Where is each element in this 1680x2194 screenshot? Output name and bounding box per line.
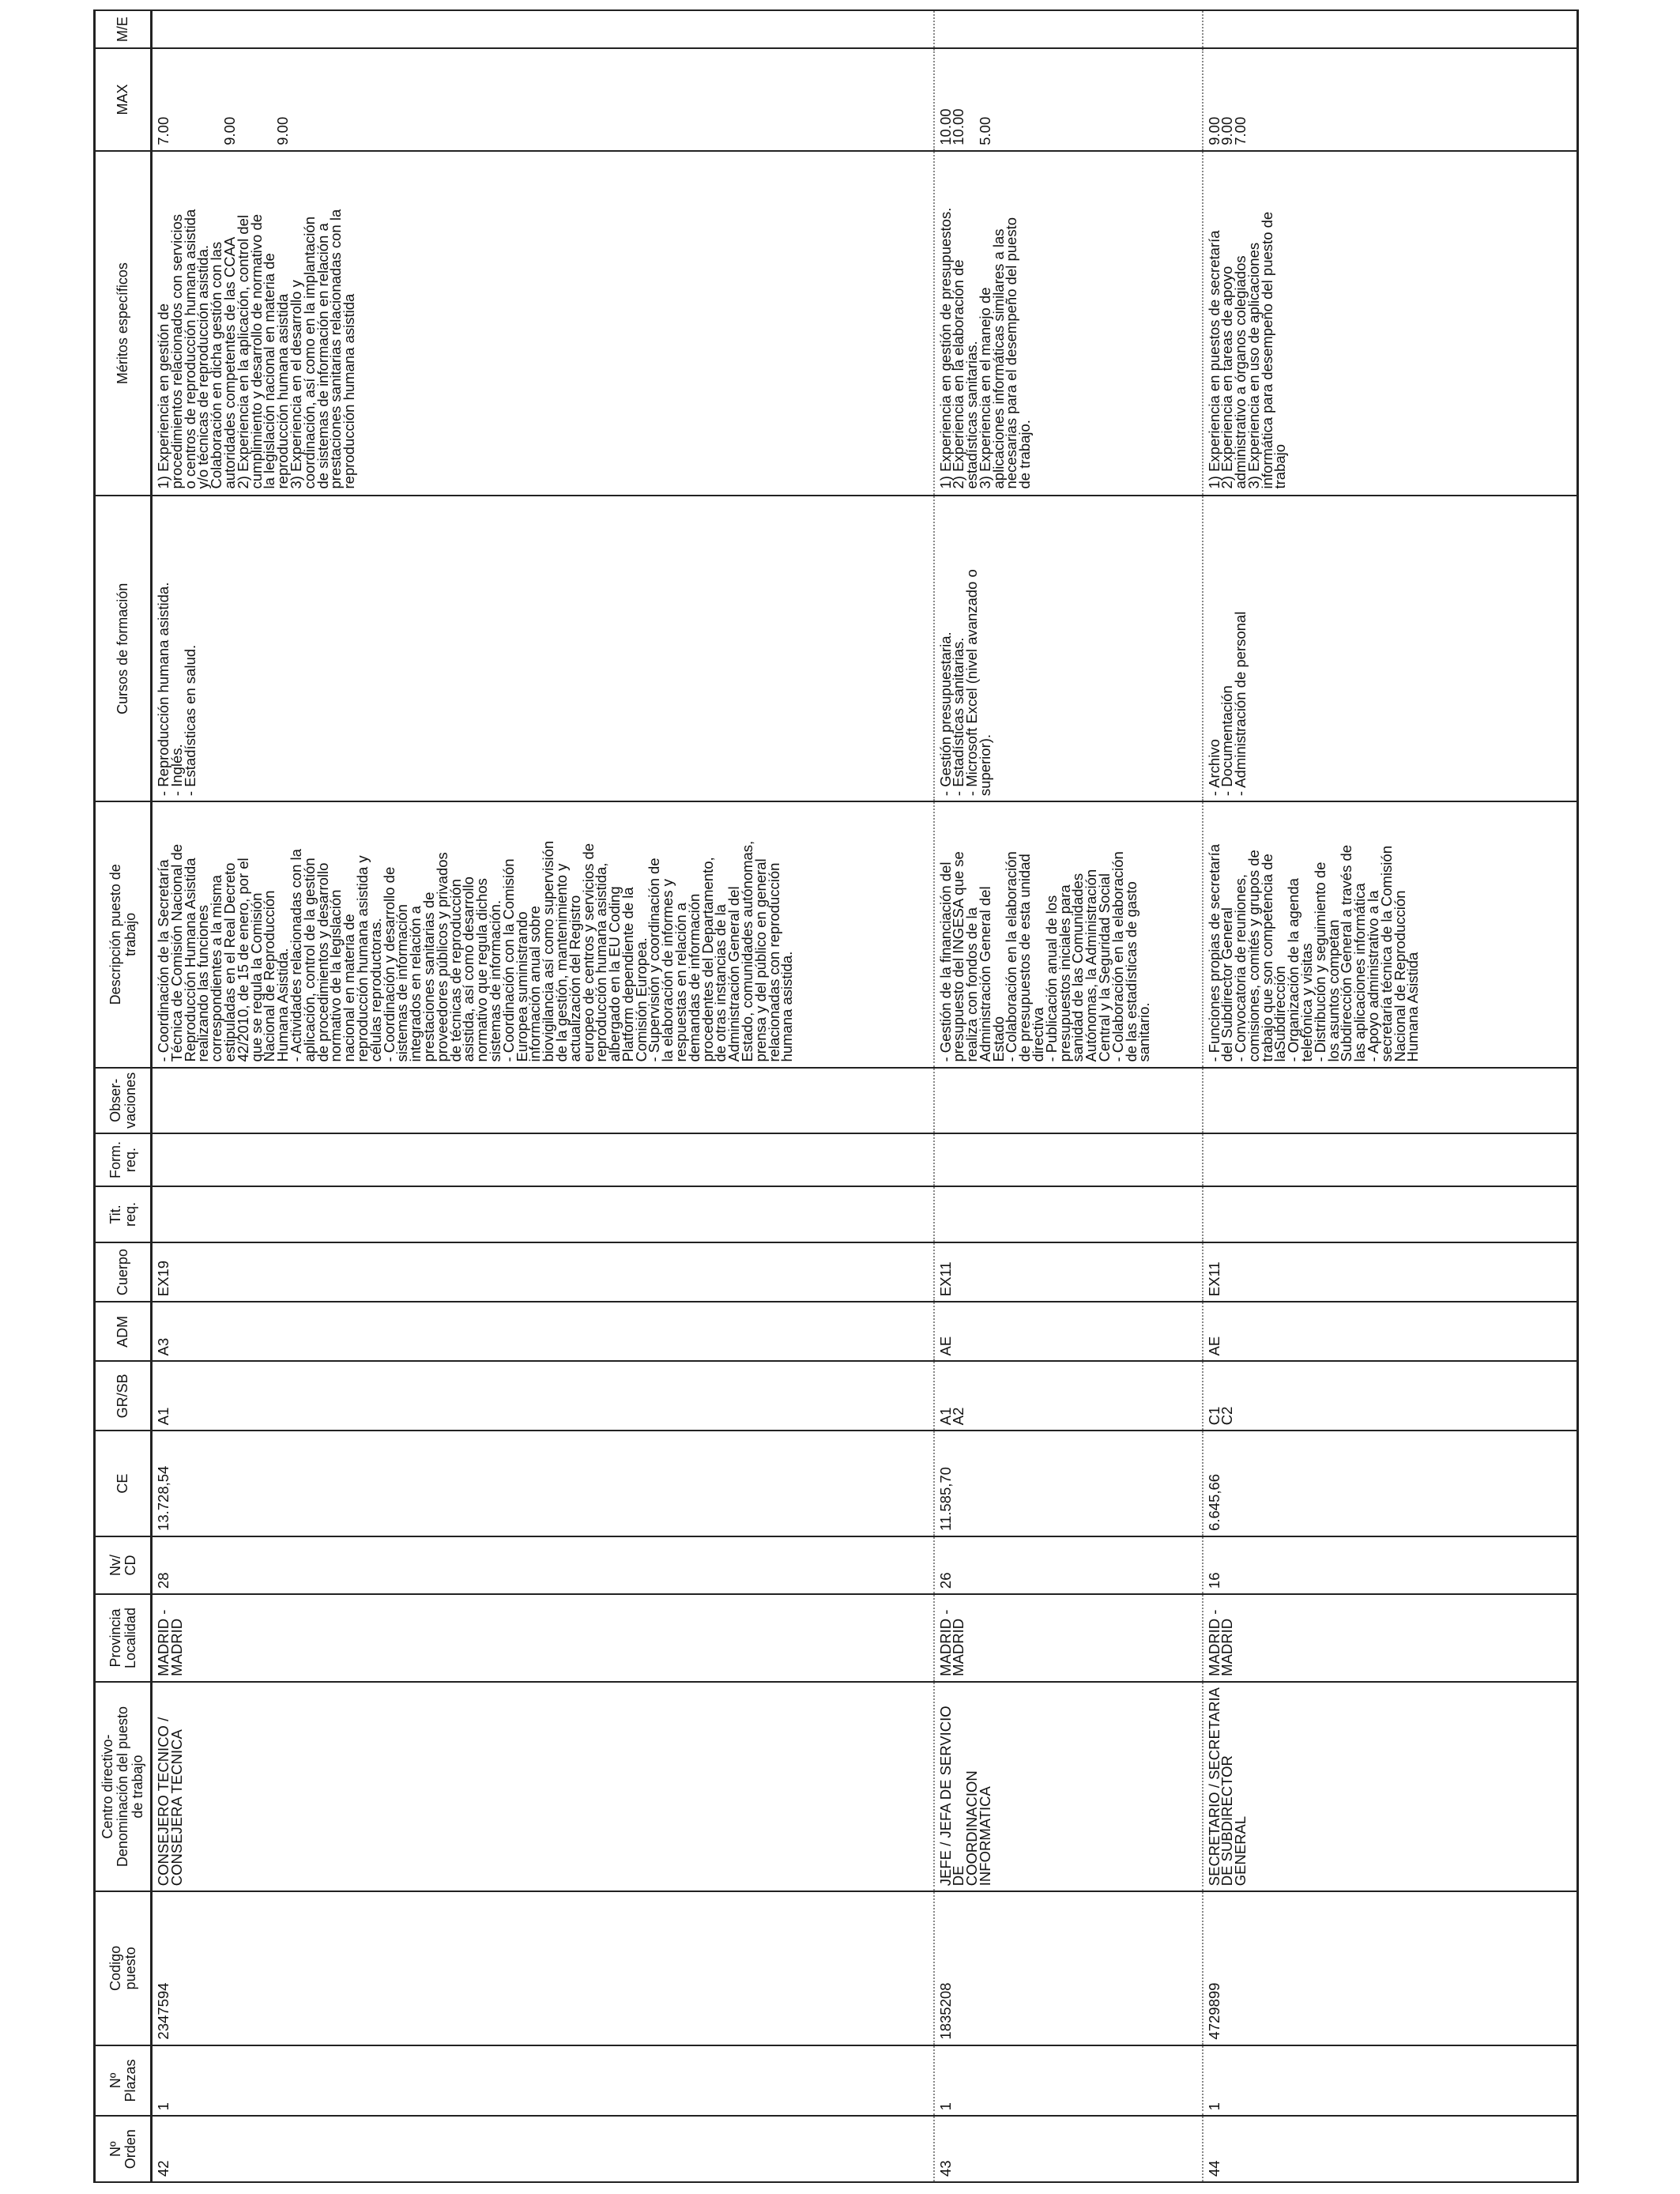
header-plazas: Nº Plazas <box>95 2045 152 2117</box>
cell-descripcion: - Coordinación de la Secretaría Técnica de Comisión Nacional de Reproducción Humana Asistida realizando las funciones correspondientes a la misma estipuladas en el Real Decreto 42/2010, de 15 de enero, por el que se regula la Comisión Nacional de Reproducción Humana Asistida. - Actividades relacionadas con la aplicación, control de la gestión de procedimientos y desarrollo normativo de la legislación nacional en materia de reproducción humana asistida y células reproductoras. - Coordinación y desarrollo de sistemas de información integrados en relación a prestaciones sanitarias de proveedores públicos y privados de técnicas de reproducción asistida, así como desarrollo normativo que regula dichos sistemas de información. - Coordinación con la Comisión Europea suministrando información anual sobre biovigilancia así como supervisión de la gestión, mantenimiento y actualización del Registro europeo de centros y servicios de reproducción humana asistida, albergado en la EU Coding Platform dependiente de la Comisión Europea. - Supervisión y coordinación de la elaboración de informes y respuestas en relación a demandas de información procedentes del Departamento, de otras instancias de la Administración General del Estado, comunidades autónomas, prensa y del público en general relacionadas con reproducción humana asistida. <box>152 801 934 1067</box>
header-observaciones: Obser- vaciones <box>95 1068 152 1134</box>
cell-cursos: - Reproducción humana asistida. - Inglés. - Estadísticas en salud. <box>152 496 934 802</box>
cell-centro: JEFE / JEFA DE SERVICIO DE COORDINACION INFORMATICA <box>934 1682 1203 1891</box>
table-row <box>934 10 1203 2182</box>
cell-orden: 42 <box>152 2116 934 2182</box>
cell-cursos: - Gestión presupuestaria. - Estadísticas sanitarias. - Microsoft Excel (nivel avanzado o superior). <box>934 496 1203 802</box>
cell-grupo: C1 C2 <box>1203 1361 1578 1431</box>
cell-descripcion: - Gestión de la financiación del presupuesto del INGESA que se realiza con fondos de la Administración General del Estado - Colaboración en la elaboración de presupuestos de esta unidad directiva - Publicación anual de los presupuestos iniciales para sanidad de las Comunidades Autónomas, la Administración Central y la Seguridad Social - Colaboración en la elaboración de las estadísticas de gasto sanitario. <box>934 801 1203 1067</box>
cell-meritos: 1) Experiencia en gestión de presupuestos. 2) Experiencia en la elaboración de estadísticas sanitarias. 3) Experiencia en el manejo de aplicaciones informáticas similares a las necesarias para el desempeño del puesto de trabajo. <box>934 151 1203 496</box>
cell-centro: CONSEJERO TECNICO / CONSEJERA TECNICA <box>152 1682 934 1891</box>
cell-meritos: 1) Experiencia en puestos de secretaría 2) Experiencia en tareas de apoyo administrativo a órganos colegiados 3) Experiencia en uso de aplicaciones informática para desempeño del puesto de trabajo <box>1203 151 1578 496</box>
cell-max: 10.00 10.00 5.00 <box>934 48 1203 151</box>
cell-descripcion: - Funciones propias de secretaría del Subdirector General - Convocatoria de reuniones, comisiones, comités y grupos de trabajo que son competencia de laSubdirección - Organización de la agenda telefónica y visitas - Distribución y seguimiento de los asuntos competan Subdirección General a través de las aplicaciones informática - Apoyo administrativo a la secretaría técnica de la Comisión Nacional de Reproducción Humana Asistida <box>1203 801 1578 1067</box>
cell-nivel: 16 <box>1203 1536 1578 1594</box>
cell-cuerpo: EX11 <box>934 1242 1203 1302</box>
header-meritos: Méritos específicos <box>95 151 152 496</box>
cell-max: 7.00 9.00 9.00 <box>152 48 934 151</box>
cell-ce: 13.728,54 <box>152 1431 934 1536</box>
cell-codigo: 2347594 <box>152 1891 934 2045</box>
cell-plazas: 1 <box>934 2045 1203 2117</box>
cell-observaciones <box>152 1068 934 1134</box>
cell-titulacion <box>152 1186 934 1242</box>
cell-titulacion <box>934 1186 1203 1242</box>
header-row <box>95 10 152 2182</box>
cell-orden: 43 <box>934 2116 1203 2182</box>
header-titulacion: Tit. req. <box>95 1186 152 1242</box>
cell-codigo: 4729899 <box>1203 1891 1578 2045</box>
header-nivel: Nv/ CD <box>95 1536 152 1594</box>
cell-cuerpo: EX11 <box>1203 1242 1578 1302</box>
cell-provincia: MADRID - MADRID <box>152 1594 934 1682</box>
header-descripcion: Descripción puesto de trabajo <box>95 801 152 1067</box>
header-centro: Centro directivo- Denominación del puesto de trabajo <box>95 1682 152 1891</box>
cell-me <box>152 10 934 48</box>
header-max: MAX <box>95 48 152 151</box>
table-row <box>1203 10 1578 2182</box>
header-adm: ADM <box>95 1302 152 1361</box>
table-row <box>152 10 934 2182</box>
cell-nivel: 26 <box>934 1536 1203 1594</box>
cell-plazas: 1 <box>1203 2045 1578 2117</box>
cell-observaciones <box>1203 1068 1578 1134</box>
cell-max: 9.00 9.00 7.00 <box>1203 48 1578 151</box>
cell-plazas: 1 <box>152 2045 934 2117</box>
cell-observaciones <box>934 1068 1203 1134</box>
cell-ce: 6.645,66 <box>1203 1431 1578 1536</box>
cell-ce: 11.585,70 <box>934 1431 1203 1536</box>
header-orden: Nº Orden <box>95 2116 152 2182</box>
cell-me <box>934 10 1203 48</box>
cell-titulacion <box>1203 1186 1578 1242</box>
cell-provincia: MADRID - MADRID <box>1203 1594 1578 1682</box>
job-positions-table <box>93 9 1579 2183</box>
header-ce: CE <box>95 1431 152 1536</box>
header-codigo: Codigo puesto <box>95 1891 152 2045</box>
header-formacion: Form. req. <box>95 1133 152 1186</box>
header-cuerpo: Cuerpo <box>95 1242 152 1302</box>
cell-formacion <box>934 1133 1203 1186</box>
cell-provincia: MADRID - MADRID <box>934 1594 1203 1682</box>
cell-cursos: - Archivo - Documentación - Administración de personal <box>1203 496 1578 802</box>
cell-cuerpo: EX19 <box>152 1242 934 1302</box>
cell-meritos: 1) Experiencia en gestión de procedimientos relacionados con servicios o centros de reproducción humana asistida y/o técnicas de reproducción asistida. Colaboración en dicha gestión con las autoridades competentes de las CCAA 2) Experiencia en la aplicación, control del cumplimiento y desarrollo de normativo de la legislación nacional en materia de reproducción humana asistida 3) Experiencia en el desarrollo y coordinación, así como en la implantación de sistemas de información en relación a prestaciones sanitarias relacionadas con la reproducción humana asistida <box>152 151 934 496</box>
cell-grupo: A1 A2 <box>934 1361 1203 1431</box>
cell-orden: 44 <box>1203 2116 1578 2182</box>
cell-codigo: 1835208 <box>934 1891 1203 2045</box>
cell-adm: A3 <box>152 1302 934 1361</box>
header-provincia: Provincia Localidad <box>95 1594 152 1682</box>
cell-formacion <box>152 1133 934 1186</box>
header-me: M/E <box>95 10 152 48</box>
cell-me <box>1203 10 1578 48</box>
cell-formacion <box>1203 1133 1578 1186</box>
cell-adm: AE <box>1203 1302 1578 1361</box>
header-grupo: GR/SB <box>95 1361 152 1431</box>
cell-adm: AE <box>934 1302 1203 1361</box>
cell-centro: SECRETARIO / SECRETARIA DE SUBDIRECTOR GENERAL <box>1203 1682 1578 1891</box>
cell-grupo: A1 <box>152 1361 934 1431</box>
cell-nivel: 28 <box>152 1536 934 1594</box>
header-cursos: Cursos de formación <box>95 496 152 802</box>
rotated-table-frame <box>93 9 1579 2183</box>
